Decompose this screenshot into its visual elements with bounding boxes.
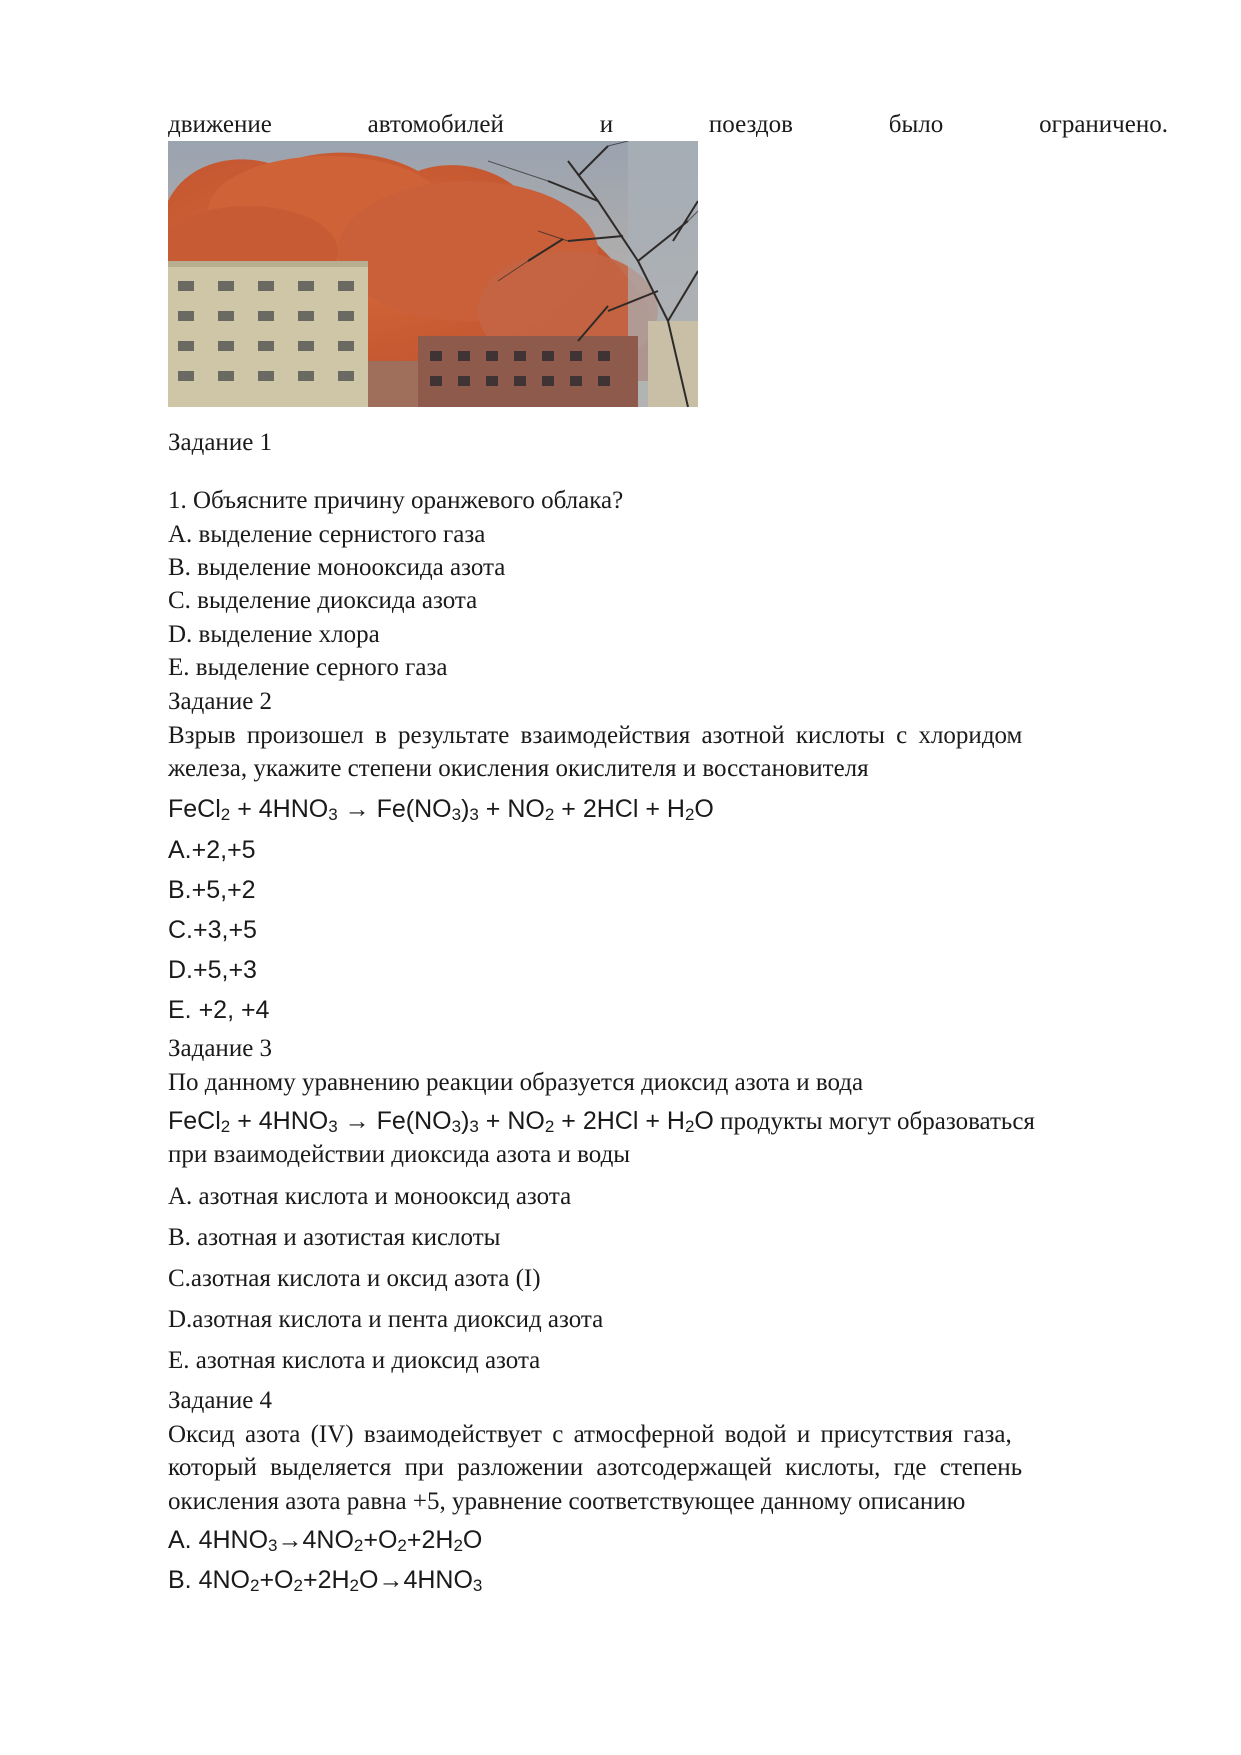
task4-option-a: A. $4HNO_3\to 4NO_2+O_2+2H_2O$ xyxy=(168,1526,483,1555)
reaction-equation: FeCl$_2$ + $4HNO_3 \to Fe(NO_3)_3 + NO_2 + 2HCl + H_2O$ xyxy=(168,1107,714,1136)
task2-option-b: B.+5,+2 xyxy=(168,876,256,904)
intro-word: поездов xyxy=(708,111,793,138)
task1-option-d: D. выделение хлора xyxy=(168,621,380,648)
task1-option-a: A. выделение сернистого газа xyxy=(168,521,486,548)
intro-word: и xyxy=(599,111,614,138)
task4-text: окисления азота равна +5, уравнение соответствующее данному описанию xyxy=(168,1488,966,1515)
task4-heading: Задание 4 xyxy=(168,1387,273,1414)
task3-option-c: C.азотная кислота и оксид азота (I) xyxy=(168,1265,541,1292)
intro-word: автомобилей xyxy=(367,111,504,138)
task2-option-d: D.+5,+3 xyxy=(168,956,257,984)
task3-option-a: A. азотная кислота и монооксид азота xyxy=(168,1183,572,1210)
task4-text: Оксид азота (IV) взаимодействует с атмосферной водой и присутствия газа, xyxy=(168,1421,1012,1448)
intro-word: движение xyxy=(168,111,272,138)
task3-option-e: E. азотная кислота и диоксид азота xyxy=(168,1347,541,1374)
task4-text: который выделяется при разложении азотсодержащей кислоты, где степень xyxy=(168,1454,1023,1481)
orange-cloud-photo xyxy=(168,141,698,407)
task3-option-b: B. азотная и азотистая кислоты xyxy=(168,1224,501,1251)
task2-text: железа, укажите степени окисления окислителя и восстановителя xyxy=(168,755,869,782)
task3-text: при взаимодействии диоксида азота и воды xyxy=(168,1141,631,1168)
task2-option-c: C.+3,+5 xyxy=(168,916,257,944)
task1-option-b: B. выделение монооксида азота xyxy=(168,554,506,581)
task2-option-a: A.+2,+5 xyxy=(168,836,256,864)
task3-text: По данному уравнению реакции образуется диоксид азота и вода xyxy=(168,1069,864,1096)
task2-text: Взрыв произошел в результате взаимодействия азотной кислоты с хлоридом xyxy=(168,722,1023,749)
task1-heading: Задание 1 xyxy=(168,429,273,456)
task2-option-e: E. +2, +4 xyxy=(168,996,270,1024)
intro-word: ограничено. xyxy=(1039,111,1168,138)
reaction-equation: FeCl$_2$ + $4HNO_3 \to Fe(NO_3)_3 + NO_2 + 2HCl + H_2O$ xyxy=(168,795,714,824)
task3-option-d: D.азотная кислота и пента диоксид азота xyxy=(168,1306,604,1333)
intro-word: было xyxy=(888,111,944,138)
task3-heading: Задание 3 xyxy=(168,1035,273,1062)
task1-option-e: E. выделение серного газа xyxy=(168,654,448,681)
task1-question: 1. Объясните причину оранжевого облака? xyxy=(168,487,624,514)
task2-heading: Задание 2 xyxy=(168,688,273,715)
intro-line xyxy=(168,110,1168,140)
task1-option-c: C. выделение диоксида азота xyxy=(168,587,478,614)
task4-option-b: B. $4NO_2+O_2+2H_2O\to 4HNO_3$ xyxy=(168,1566,483,1595)
task3-equation-line: FeCl$_2$ + $4HNO_3 \to Fe(NO_3)_3 + NO_2 + 2HCl + H_2O$ продукты могут образоваться xyxy=(168,1107,1035,1136)
